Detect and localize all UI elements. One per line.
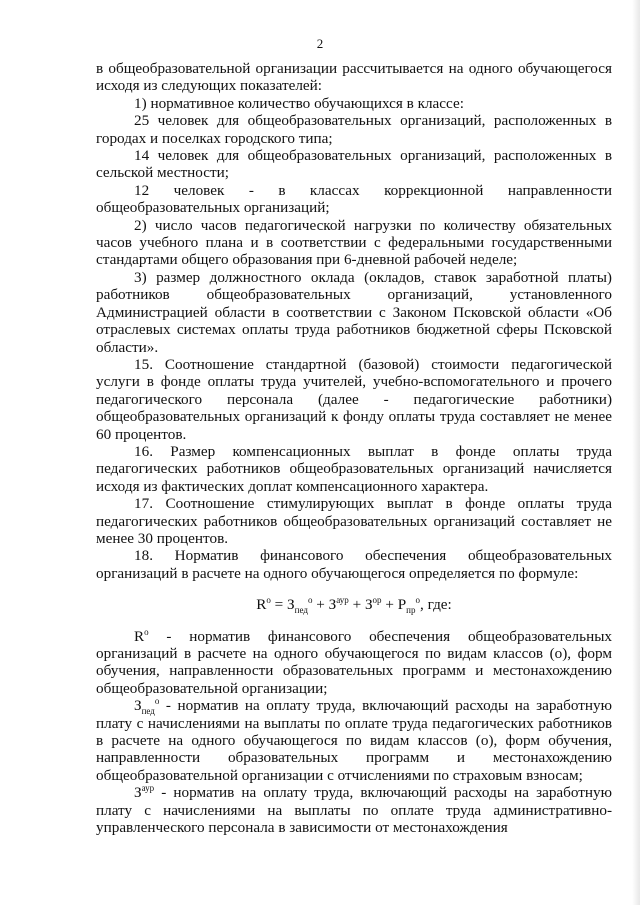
paragraph: 16. Размер компенсационных выплат в фонде оплаты труда педагогических работников общеобразовательных организаций начисляется исходя из фактических доплат компенсационного характера. [96, 442, 612, 495]
page-number: 2 [316, 36, 324, 51]
paragraph: в общеобразовательной организации рассчитывается на одного обучающегося исходя из следующих показателей: [96, 60, 612, 95]
definition-z-aup: $З^{аур}$ - норматив на оплату труда, включающий расходы на заработную плату с начислениями на выплаты по оплате труда административно-управленческого персонала в зависимости от местонахождения [96, 783, 612, 837]
definition-z-ped: $З_{пед}^о$ - норматив на оплату труда, включающий расходы на заработную плату с начислениями на выплаты по оплате труда педагогических работников в расчете на одного обучающегося по видам классов (о), форм обучения, направленности образовательных программ и местонахождению общеобразовательной организации с отчислениями по страховым взносам; [96, 696, 612, 784]
paragraph: 2) число часов педагогической нагрузки по количеству обязательных часов учебного плана и в соответствии с федеральными государственными стандартами общего образования при 6-дневной рабочей неделе; [96, 216, 612, 269]
definition-r: $R^о$ - норматив финансового обеспечения общеобразовательных организаций в расчете на одного обучающегося по видам классов (о), форм обучения, направленности образовательных программ и местонахождению общеобразовательной организации; [96, 626, 612, 697]
paragraph: 25 человек для общеобразовательных организаций, расположенных в городах и поселках городского типа; [96, 112, 612, 147]
paragraph: 17. Соотношение стимулирующих выплат в фонде оплаты труда педагогических работников общеобразовательных организаций составляет не менее 30 процентов. [96, 495, 612, 547]
paragraph: 1) нормативное количество обучающихся в классе: [134, 94, 464, 112]
paragraph: 12 человек - в классах коррекционной направленности общеобразовательных организаций; [96, 181, 612, 217]
paragraph: 3) размер должностного оклада (окладов, ставок заработной платы) работников общеобразовательных организаций, установленного Администрацией области в соответствии с Законом Псковской области «Об отраслевых системах оплаты труда работников бюджетной сферы Псковской области». [96, 268, 612, 356]
paragraph: 15. Соотношение стандартной (базовой) стоимости педагогической услуги в фонде оплаты труда учителей, учебно-вспомогательного и прочего педагогического персонала (далее - педагогические работники) общеобразовательных организаций к фонду оплаты труда составляет не менее 60 процентов. [96, 355, 612, 443]
paragraph: 14 человек для общеобразовательных организаций, расположенных в сельской местности; [96, 147, 612, 182]
paragraph: 18. Норматив финансового обеспечения общеобразовательных организаций в расчете на одного обучающегося определяется по формуле: [96, 547, 612, 582]
formula: $R^о = З_{пед}^о + З^{аур} + З^{ор} + Р_{пр}^о$, где: [256, 595, 452, 616]
document-body [96, 60, 612, 836]
page-edge [632, 0, 640, 905]
